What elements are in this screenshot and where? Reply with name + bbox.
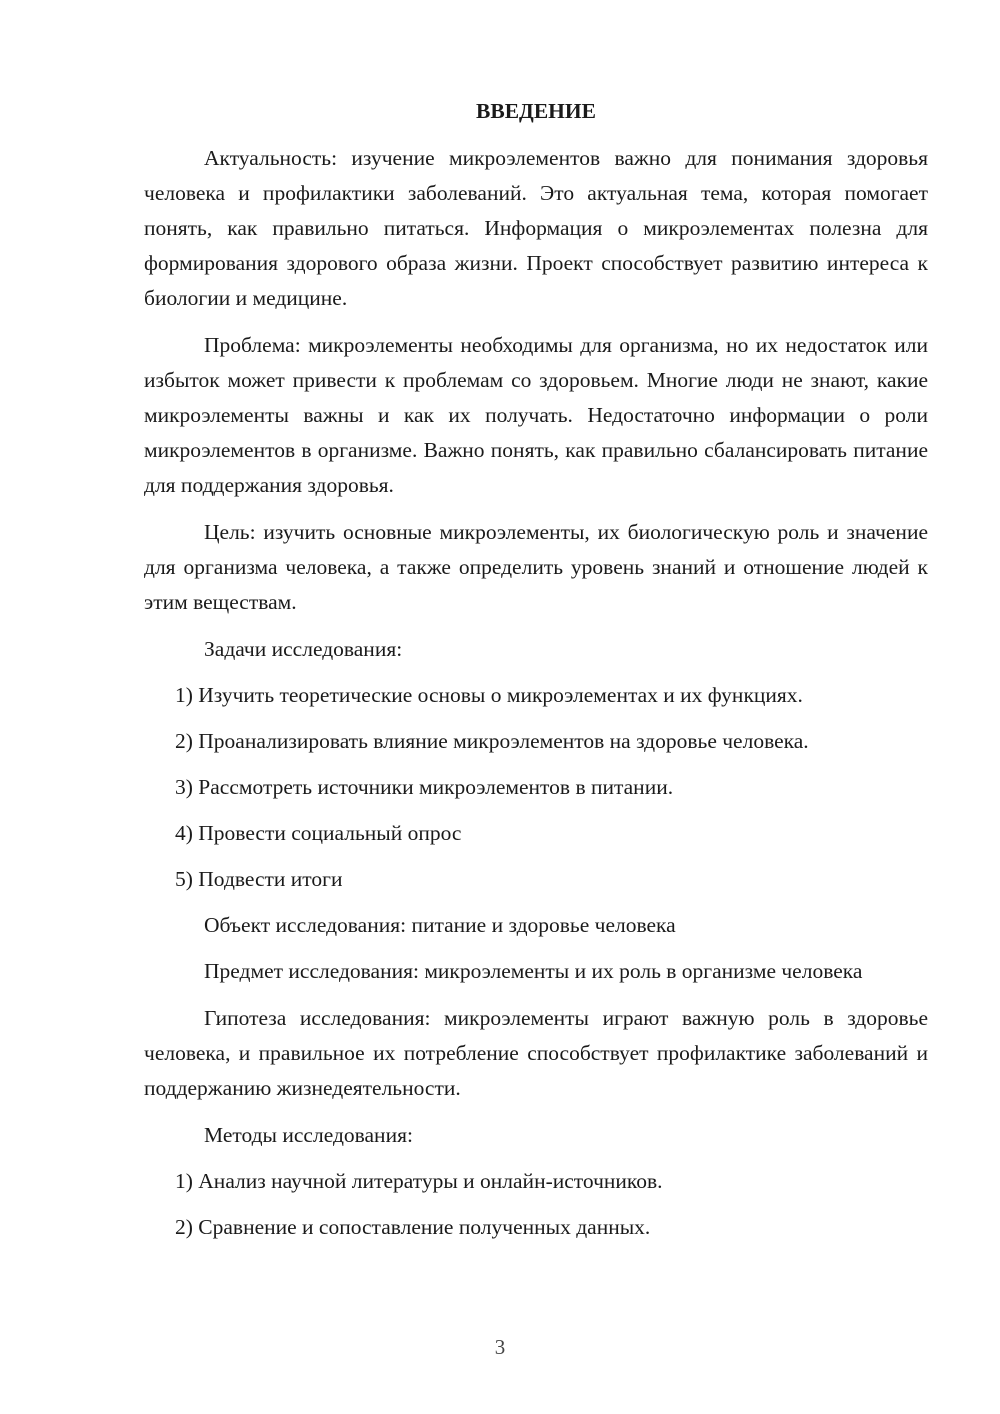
relevance-paragraph: Актуальность: изучение микроэлементов важно для понимания здоровья человека и профилактики заболеваний. Это актуальная тема, которая помогает понять, как правильно питаться. Информация о микроэлементах полезна для формирования здорового образа жизни. Проект способствует развитию интереса к биологии и медицине. [144, 146, 928, 310]
task-item: 2) Проанализировать влияние микроэлементов на здоровье человека. [175, 729, 809, 753]
method-item: 1) Анализ научной литературы и онлайн-источников. [175, 1169, 663, 1193]
object-paragraph: Объект исследования: питание и здоровье человека [204, 913, 676, 937]
task-item: 1) Изучить теоретические основы о микроэлементах и их функциях. [175, 683, 803, 707]
methods-list [144, 1164, 928, 1245]
hypothesis-paragraph: Гипотеза исследования: микроэлементы играют важную роль в здоровье человека, и правильное их потребление способствует профилактике заболеваний и поддержанию жизнедеятельности. [144, 1006, 928, 1100]
page-content [144, 94, 928, 1256]
task-item: 5) Подвести итоги [175, 867, 343, 891]
goal-paragraph: Цель: изучить основные микроэлементы, их биологическую роль и значение для организма человека, а также определить уровень знаний и отношение людей к этим веществам. [144, 520, 928, 614]
tasks-list [144, 678, 928, 897]
task-item: 3) Рассмотреть источники микроэлементов в питании. [175, 775, 674, 799]
subject-paragraph: Предмет исследования: микроэлементы и их роль в организме человека [204, 959, 863, 983]
tasks-heading: Задачи исследования: [204, 637, 403, 661]
page-number: 3 [494, 1335, 506, 1359]
task-item: 4) Провести социальный опрос [175, 821, 462, 845]
method-item: 2) Сравнение и сопоставление полученных данных. [175, 1215, 651, 1239]
problem-paragraph: Проблема: микроэлементы необходимы для организма, но их недостаток или избыток может привести к проблемам со здоровьем. Многие люди не знают, какие микроэлементы важны и как их получать. Недостаточно информации о роли микроэлементов в организме. Важно понять, как правильно сбалансировать питание для поддержания здоровья. [144, 333, 928, 497]
methods-heading: Методы исследования: [204, 1123, 413, 1147]
page-title: ВВЕДЕНИЕ [476, 99, 596, 123]
